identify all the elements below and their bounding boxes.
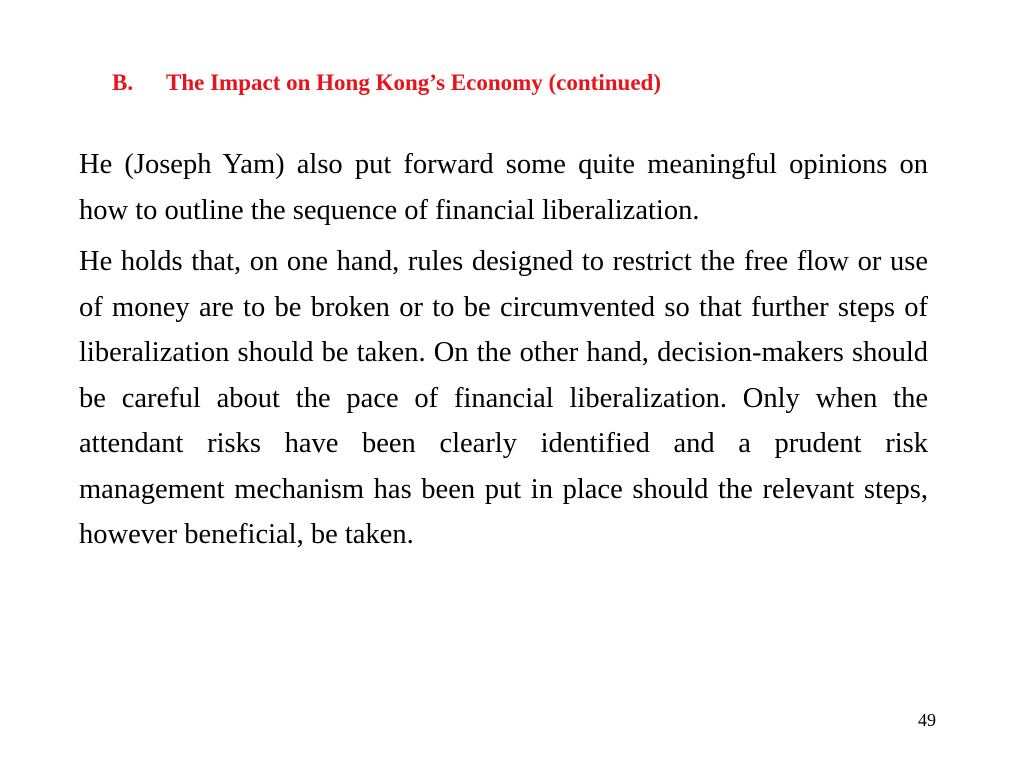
body-text	[79, 142, 928, 564]
section-marker: B.	[112, 70, 134, 95]
section-heading	[112, 68, 661, 98]
paragraph-2: He holds that, on one hand, rules designed to restrict the free flow or use of money are to be broken or to be circumvented so that further steps of liberalization should be taken. On the other hand, decision-makers should be careful about the pace of financial liberalization. Only when the attendant risks have been clearly identified and a prudent risk management mechanism has been put in place should the relevant steps, however beneficial, be taken.	[79, 246, 928, 550]
section-title: The Impact on Hong Kong’s Economy (continued)	[166, 70, 661, 95]
paragraph-1: He (Joseph Yam) also put forward some quite meaningful opinions on how to outline the sequence of financial liberalization.	[79, 149, 928, 226]
page-number: 49	[918, 710, 936, 730]
